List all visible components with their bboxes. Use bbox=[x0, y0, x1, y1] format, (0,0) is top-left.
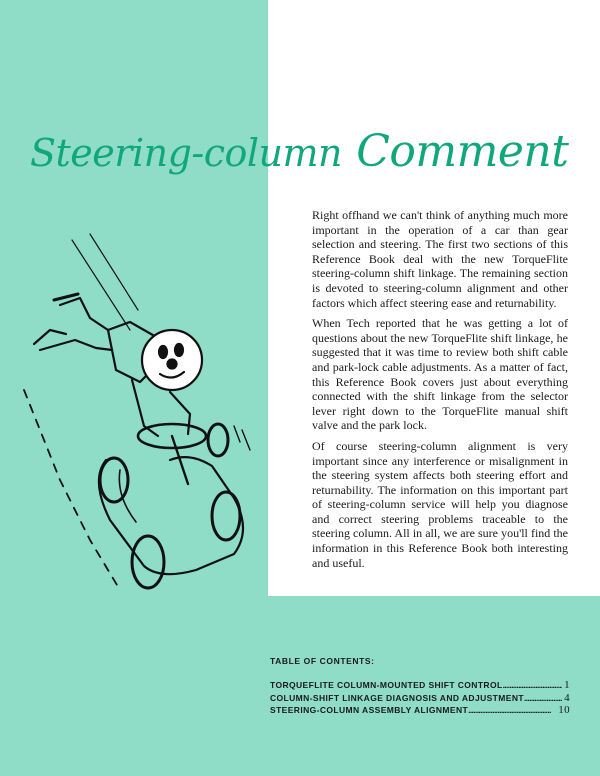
intro-text bbox=[312, 208, 568, 576]
toc-item-label: COLUMN-SHIFT LINKAGE DIAGNOSIS AND ADJUSTMENT bbox=[270, 692, 524, 703]
toc-item-page: 10 bbox=[558, 704, 570, 716]
toc-item[interactable] bbox=[270, 679, 570, 692]
paragraph-1: Right offhand we can't think of anything much more important in the operation of a car than gear selection and steering. The first two sections of this Reference Book deal with the new TorqueFlite steering-column shift linkage. The remaining section is devoted to steering-column alignment and other factors which affect steering ease and returnability. bbox=[312, 208, 568, 310]
toc-leader-dots bbox=[524, 692, 562, 705]
toc-item-page: 4 bbox=[564, 691, 570, 704]
title-part-comment: Comment bbox=[356, 126, 569, 177]
toc-item-page: 1 bbox=[564, 679, 570, 691]
toc-leader-dots bbox=[468, 704, 556, 717]
toc-heading: TABLE OF CONTENTS: bbox=[270, 656, 375, 666]
toc-item-label: TORQUEFLITE COLUMN-MOUNTED SHIFT CONTROL bbox=[270, 680, 503, 690]
title-part-steering-column: Steering-column bbox=[30, 131, 343, 175]
toc-item[interactable] bbox=[270, 692, 570, 705]
paragraph-2: When Tech reported that he was getting a lot of questions about the new TorqueFlite shift linkage, he suggested that it was time to review both shift cable and park-lock cable adjustments. As a matter of fact, this Reference Book covers just about everything connected with the shift linkage from the selector lever right down to the TorqueFlite manual shift valve and the park lock. bbox=[312, 316, 568, 433]
cartoon-driver-illustration bbox=[20, 230, 260, 600]
toc-item[interactable] bbox=[270, 704, 570, 717]
toc-leader-dots bbox=[503, 679, 563, 692]
toc-item-label: STEERING-COLUMN ASSEMBLY ALIGNMENT bbox=[270, 705, 469, 715]
paragraph-3: Of course steering-column alignment is very important since any interference or misalignment in the steering system affects both steering effort and returnability. The information on this important part of steering-column service will help you diagnose and correct steering problems traceable to the steering column. All in all, we are sure you'll find the information in this Reference Book both interesting and useful. bbox=[312, 438, 568, 570]
table-of-contents bbox=[270, 656, 570, 717]
page-title bbox=[30, 126, 569, 177]
